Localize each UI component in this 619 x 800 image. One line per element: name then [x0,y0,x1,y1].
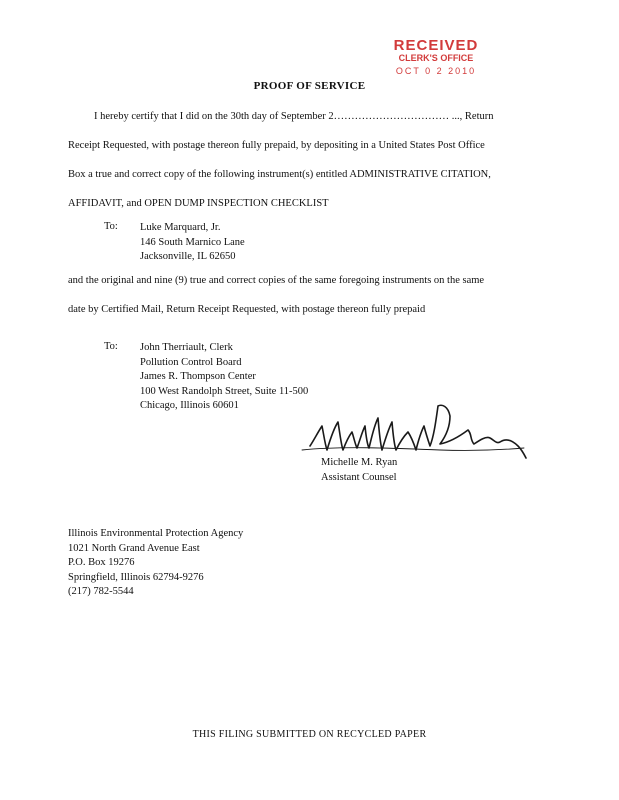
agency-line: Illinois Environmental Protection Agency [68,528,244,539]
address-line: John Therriault, Clerk [140,342,233,353]
original-line: and the original and nine (9) true and correct copies of the same foregoing instruments on the same [68,275,485,286]
original-copies-paragraph [68,266,548,324]
address-line: Luke Marquard, Jr. [140,222,221,233]
certify-line: I hereby certify that I did on the 30th day of September 2…………………………… ..., Return [94,111,494,122]
agency-line: P.O. Box 19276 [68,557,135,568]
agency-line: Springfield, Illinois 62794-9276 [68,571,204,583]
signer-name: Michelle M. Ryan [321,457,398,468]
address-line: 100 West Randolph Street, Suite 11-500 [140,385,309,397]
original-line: date by Certified Mail, Return Receipt Requested, with postage thereon fully prepaid [68,304,426,315]
certify-line: Receipt Requested, with postage thereon fully prepaid, by depositing in a United States Post Office [68,140,485,151]
address-line: James R. Thompson Center [140,371,256,382]
stamp-received-text: RECEIVED [393,37,479,54]
handwritten-signature [300,396,530,462]
certify-paragraph [68,102,548,218]
agency-address [68,527,243,600]
recipient1-to-label: To: [104,221,118,232]
recipient1-address [140,221,245,265]
signer-title: Assistant Counsel [321,471,397,483]
address-line: Pollution Control Board [140,356,242,368]
agency-line: 1021 North Grand Avenue East [68,542,200,554]
stamp-office-text: CLERK'S OFFICE [398,53,474,63]
address-line: Chicago, Illinois 60601 [140,400,239,411]
certify-line: AFFIDAVIT, and OPEN DUMP INSPECTION CHECKLIST [68,198,329,209]
address-line: Jacksonville, IL 62650 [140,251,236,262]
stamp-date-text: OCT 0 2 2010 [395,66,477,76]
address-line: 146 South Marnico Lane [140,236,245,248]
certify-line: Box a true and correct copy of the following instrument(s) entitled ADMINISTRATIVE CITATION, [68,169,491,180]
recycled-paper-footer: THIS FILING SUBMITTED ON RECYCLED PAPER [192,729,427,740]
page-title: PROOF OF SERVICE [253,80,366,92]
agency-line: (217) 782-5544 [68,586,134,597]
signature-block [321,456,397,485]
received-stamp [380,37,492,76]
recipient2-to-label: To: [104,341,118,352]
recipient2-address [140,341,308,414]
